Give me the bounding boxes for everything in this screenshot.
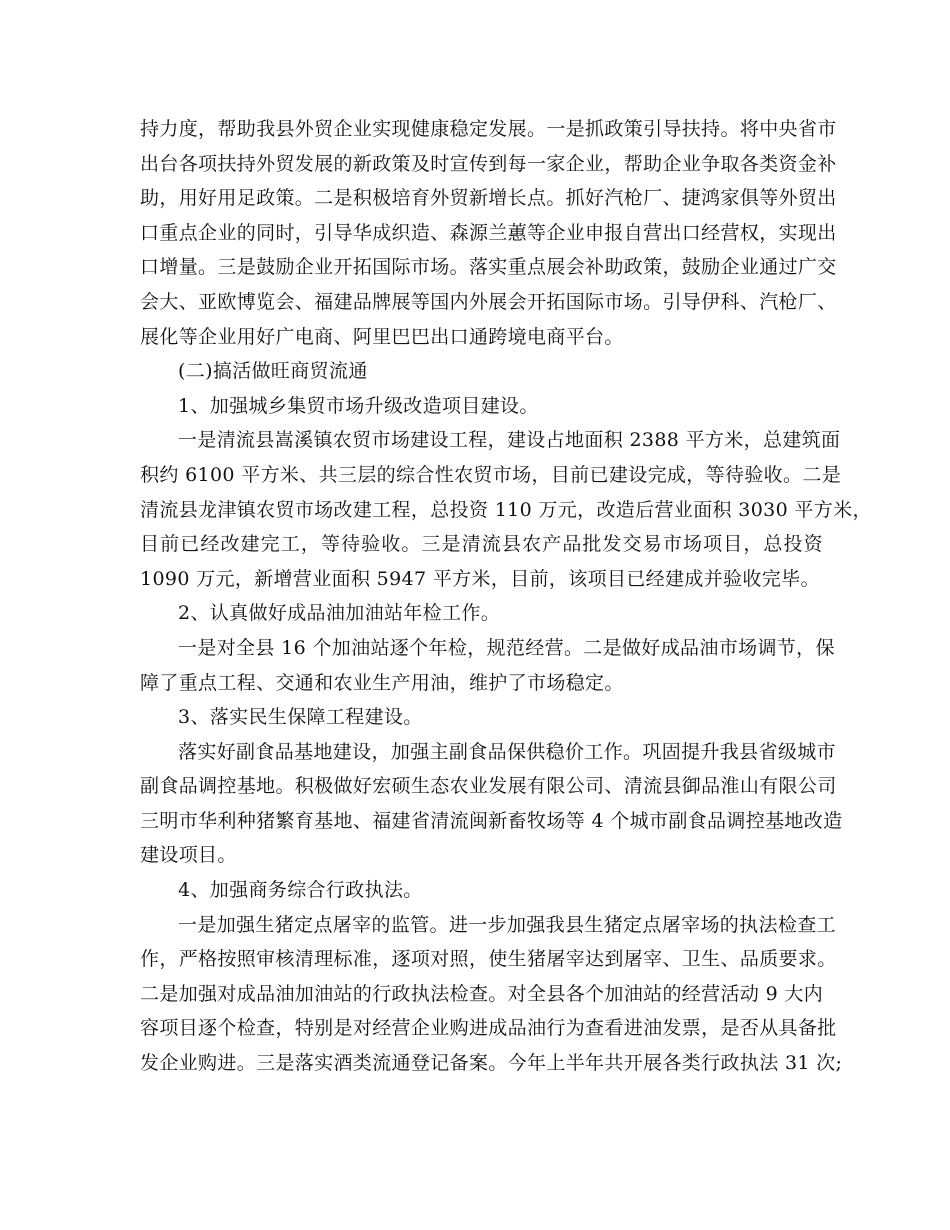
text-line: 会大、亚欧博览会、福建品牌展等国内外展会开拓国际市场。引导伊科、汽枪厂、 <box>140 290 837 313</box>
text-line: 容项目逐个检查，特别是对经营企业购进成品油行为查看进油发票，是否从具备批 <box>140 1017 837 1040</box>
text-line: (二)搞活做旺商贸流通 <box>178 360 368 383</box>
text-line: 2、认真做好成品油加油站年检工作。 <box>178 602 501 625</box>
text-line: 持力度，帮助我县外贸企业实现健康稳定发展。一是抓政策引导扶持。将中央省市 <box>140 118 837 140</box>
text-line: 展化等企业用好广电商、阿里巴巴出口通跨境电商平台。 <box>140 325 624 348</box>
text-line: 二是加强对成品油加油站的行政执法检查。对全县各个加油站的经营活动 9 大内 <box>140 982 824 1005</box>
text-line: 作，严格按照审核清理标准，逐项对照，使生猪屠宰达到屠宰、卫生、品质要求。 <box>140 948 837 971</box>
text-line: 一是加强生猪定点屠宰的监管。进一步加强我县生猪定点屠宰场的执法检查工 <box>178 913 836 936</box>
text-line: 一是清流县嵩溪镇农贸市场建设工程，建设占地面积 2388 平方米，总建筑面 <box>178 429 841 452</box>
text-line: 一是对全县 16 个加油站逐个年检，规范经营。二是做好成品油市场调节，保 <box>178 636 835 659</box>
text-line: 障了重点工程、交通和农业生产用油，维护了市场稳定。 <box>140 671 624 694</box>
text-line: 目前已经改建完工，等待验收。三是清流县农产品批发交易市场项目，总投资 <box>140 533 823 556</box>
text-line: 口重点企业的同时，引导华成织造、森源兰蕙等企业申报自营出口经营权，实现出 <box>140 221 837 244</box>
text-line: 出台各项扶持外贸发展的新政策及时宣传到每一家企业，帮助企业争取各类资金补 <box>140 152 837 175</box>
text-line: 4、加强商务综合行政执法。 <box>178 879 423 902</box>
text-line: 落实好副食品基地建设，加强主副食品保供稳价工作。巩固提升我县省级城市 <box>178 740 836 763</box>
text-line: 1、加强城乡集贸市场升级改造项目建设。 <box>178 394 539 417</box>
text-line: 建设项目。 <box>140 844 237 867</box>
text-line: 1090 万元，新增营业面积 5947 平方米，目前，该项目已经建成并验收完毕。 <box>140 567 820 590</box>
text-line: 清流县龙津镇农贸市场改建工程，总投资 110 万元，改造后营业面积 3030 平方米， <box>140 498 872 521</box>
text-line: 副食品调控基地。积极做好宏硕生态农业发展有限公司、清流县御品淮山有限公司 <box>140 775 837 798</box>
text-line: 发企业购进。三是落实酒类流通登记备案。今年上半年共开展各类行政执法 31 次; <box>140 1052 843 1075</box>
text-line: 助，用好用足政策。二是积极培育外贸新增长点。抓好汽枪厂、捷鸿家俱等外贸出 <box>140 187 837 210</box>
document-page <box>140 112 872 1081</box>
text-line: 积约 6100 平方米、共三层的综合性农贸市场，目前已建设完成，等待验收。二是 <box>140 463 842 486</box>
text-line: 3、落实民生保障工程建设。 <box>178 706 423 729</box>
text-line: 口增量。三是鼓励企业开拓国际市场。落实重点展会补助政策，鼓励企业通过广交 <box>140 256 837 279</box>
text-line: 三明市华利种猪繁育基地、福建省清流闽新畜牧场等 4 个城市副食品调控基地改造 <box>140 809 843 832</box>
